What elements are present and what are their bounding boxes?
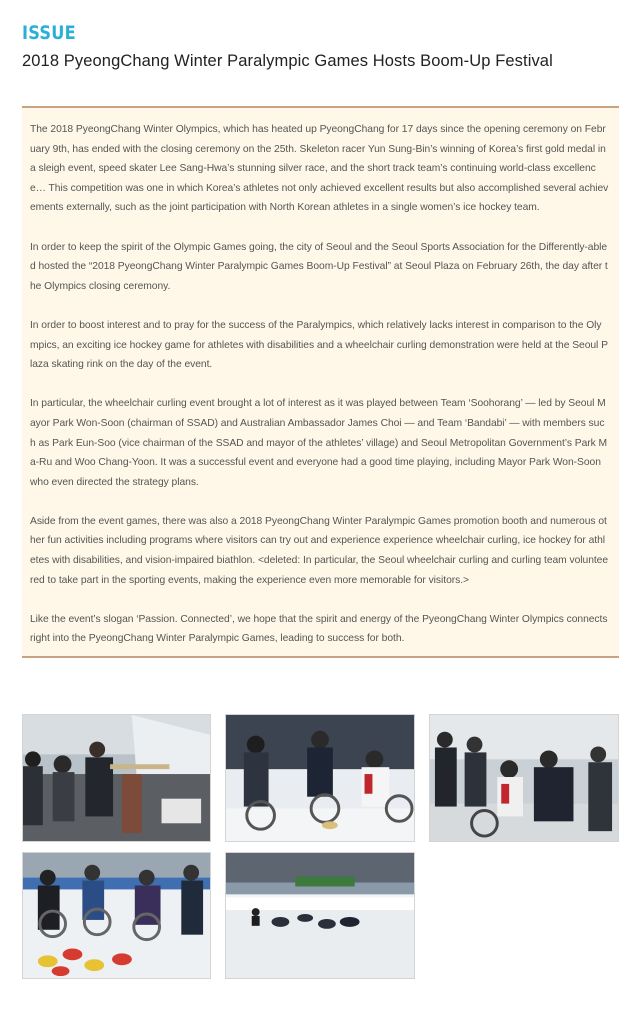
article-title: 2018 PyeongChang Winter Paralympic Games Hosts Boom-Up Festival [22,52,553,70]
article-paragraph: In order to boost interest and to pray for the success of the Paralympics, which relatively lacks interest in comparison to the Olympics, an exciting ice hockey game for athletes with disabilities and a wheelchair curling demonstration were held at the Seoul Plaza skating rink on the day of the event. [30,319,608,371]
event-photo-curling-stones [22,852,211,979]
event-photo-wheelchair-curling [225,714,415,842]
article-paragraph: In order to keep the spirit of the Olympic Games going, the city of Seoul and the Seoul Sports Association for the Differently-abled hosted the “2018 PyeongChang Winter Paralympic Games Boom-Up Festival” at Seoul Plaza on February 26th, the day after the Olympics closing ceremony. [30,241,608,292]
event-photo-curling-delivery [429,714,619,842]
article-body [22,106,619,658]
event-photo-sledge-hockey [225,852,415,979]
article-paragraph: The 2018 PyeongChang Winter Olympics, which has heated up PyeongChang for 17 days since the opening ceremony on February 9th, has ended with the closing ceremony on the 25th. Skeleton racer Yun Sung-Bin’s winning of Korea’s first gold medal in a sleigh event, speed skater Lee Sang-Hwa’s stunning silver race, and the short track team’s continuing world-class excellence… This competition was one in which Korea’s athletes not only achieved excellent results but also accomplished several achievements externally, such as the joint participation with North Korean athletes in a single women’s ice hockey team. [30,124,609,214]
section-tag: ISSUE [22,22,76,44]
article-paragraph: In particular, the wheelchair curling event brought a lot of interest as it was played between Team ‘Soohorang’ — led by Seoul Mayor Park Won-Soon (chairman of SSAD) and Australian Ambassador James Choi — and Team ‘Bandabi’ — with members such as Park Eun-Soo (vice chairman of the SSAD and mayor of the athletes’ village) and Seoul Metropolitan Government’s Park Ma-Ru and Woo Chang-Yoon. It was a successful event and everyone had a good time playing, including Mayor Park Won-Soon who even directed the strategy plans. [30,398,608,488]
event-photo-biathlon [22,714,211,842]
article-paragraph: Like the event’s slogan ‘Passion. Connected’, we hope that the spirit and energy of the PyeongChang Winter Olympics connects right into the PyeongChang Winter Paralympic Games, leading to success for both. [30,613,608,645]
article-paragraph: Aside from the event games, there was also a 2018 PyeongChang Winter Paralympic Games promotion booth and numerous other fun activities including programs where visitors can try out and experience experience wheelchair curling, ice hockey for athletes with disabilities, and vision-impaired biathlon. <deleted: In particular, the Seoul wheelchair curling and curling team volunteered to take part in the sporting events, making the experience even more memorable for visitors.> [30,515,609,586]
